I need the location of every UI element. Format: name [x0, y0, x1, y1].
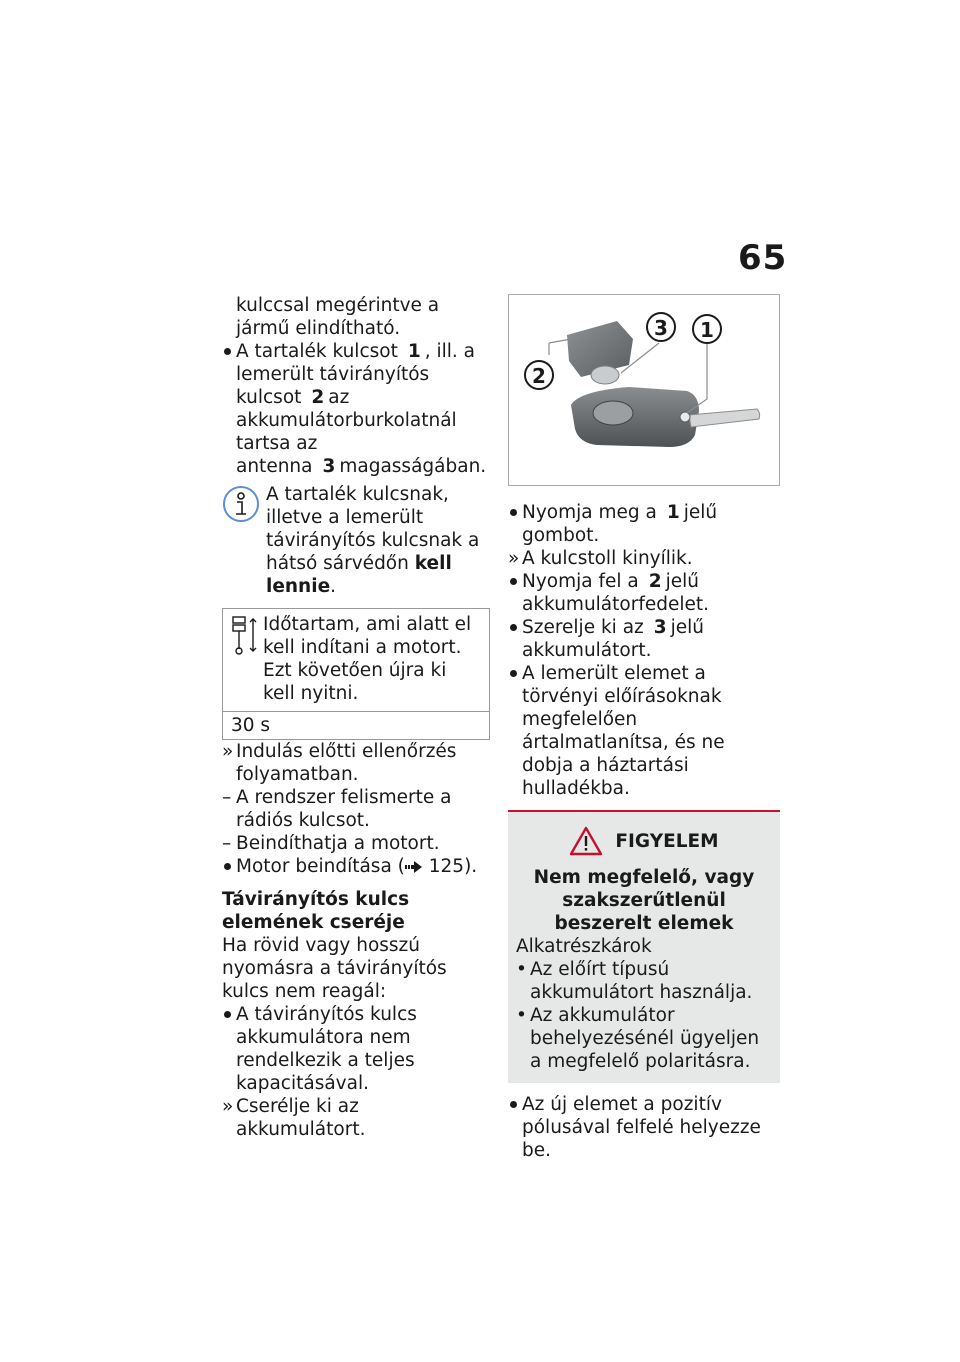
bullet-dispose-battery: A lemerült elemet a törvényi előírásoknak megfelelően ártalmatlanítsa, és ne dobja a háztartási hulladékba. — [508, 662, 780, 800]
dash-item-recognized: – A rendszer felismerte a rádiós kulcsot. — [222, 787, 452, 831]
warning-lead: Nem megfelelő, vagy szakszerűtlenül beszerelt elemek — [533, 867, 755, 934]
result-key-opens: » A kulcstoll kinyílik. — [508, 548, 693, 569]
bullet-spare-key: A tartalék kulcsot 1 , ill. a lemerült távirányítós kulcsot 2 az akkumulátorburkolatnál tartsa az antenna 3 magasságában. — [222, 340, 490, 478]
bullet-insert-battery: Az új elemet a pozitív pólusával felfelé helyezze be. — [508, 1093, 780, 1162]
info-note: A tartalék kulcsnak, illetve a lemerült távirányítós kulcsnak a hátsó sárvédőn kell lennie. — [222, 483, 490, 598]
left-column — [222, 294, 490, 1141]
warning-item: • Az előírt típusú akkumulátort használja. — [516, 959, 753, 1003]
warning-item: • Az akkumulátor behelyezésénél ügyeljen a megfelelő polaritásra. — [516, 1005, 760, 1072]
right-column — [508, 293, 780, 1162]
dash-item-start: – Beindíthatja a motort. — [222, 833, 440, 854]
bullet-press-button: Nyomja meg a 1 jelű gombot. — [508, 501, 780, 547]
bullet-battery-capacity: A távirányítós kulcs akkumulátora nem rendelkezik a teljes kapacitásával. — [222, 1003, 490, 1095]
continuation-text: kulccsal megérintve a jármű elindítható. — [236, 295, 440, 339]
key-battery-illustration — [508, 294, 780, 486]
warning-box — [508, 810, 780, 1083]
warning-title: FIGYELEM — [615, 830, 719, 852]
bullet-open-cover: Nyomja fel a 2 jelű akkumulátorfedelet. — [508, 570, 780, 616]
bullet-engine-start: Motor beindítása ( 125). — [222, 855, 490, 878]
timer-key-icon — [231, 615, 259, 657]
info-icon — [222, 485, 260, 523]
time-info-text: Időtartam, ami alatt el kell indítani a motort. Ezt követően újra ki kell nyitni. — [263, 614, 472, 704]
result-replace-battery: » Cserélje ki az akkumulátort. — [222, 1096, 366, 1140]
result-check: » Indulás előtti ellenőrzés folyamatban. — [222, 741, 457, 785]
bullet-dot — [224, 348, 231, 355]
warning-consequence: Alkatrészkárok — [516, 936, 652, 957]
callout-2: 2 — [532, 364, 546, 388]
section-paragraph: Ha rövid vagy hosszú nyomásra a távirányítós kulcs nem reagál: — [222, 935, 447, 1002]
bullet-remove-battery: Szerelje ki az 3 jelű akkumulátort. — [508, 616, 780, 662]
callout-1: 1 — [700, 318, 714, 342]
time-value: 30 s — [223, 711, 489, 739]
page-reference-arrow-icon — [405, 861, 423, 873]
section-heading: Távirányítós kulcs elemének cseréje — [222, 889, 410, 933]
time-info-box — [222, 608, 490, 740]
warning-triangle-icon — [569, 826, 603, 856]
page-number: 65 — [738, 238, 788, 278]
callout-3: 3 — [654, 316, 668, 340]
